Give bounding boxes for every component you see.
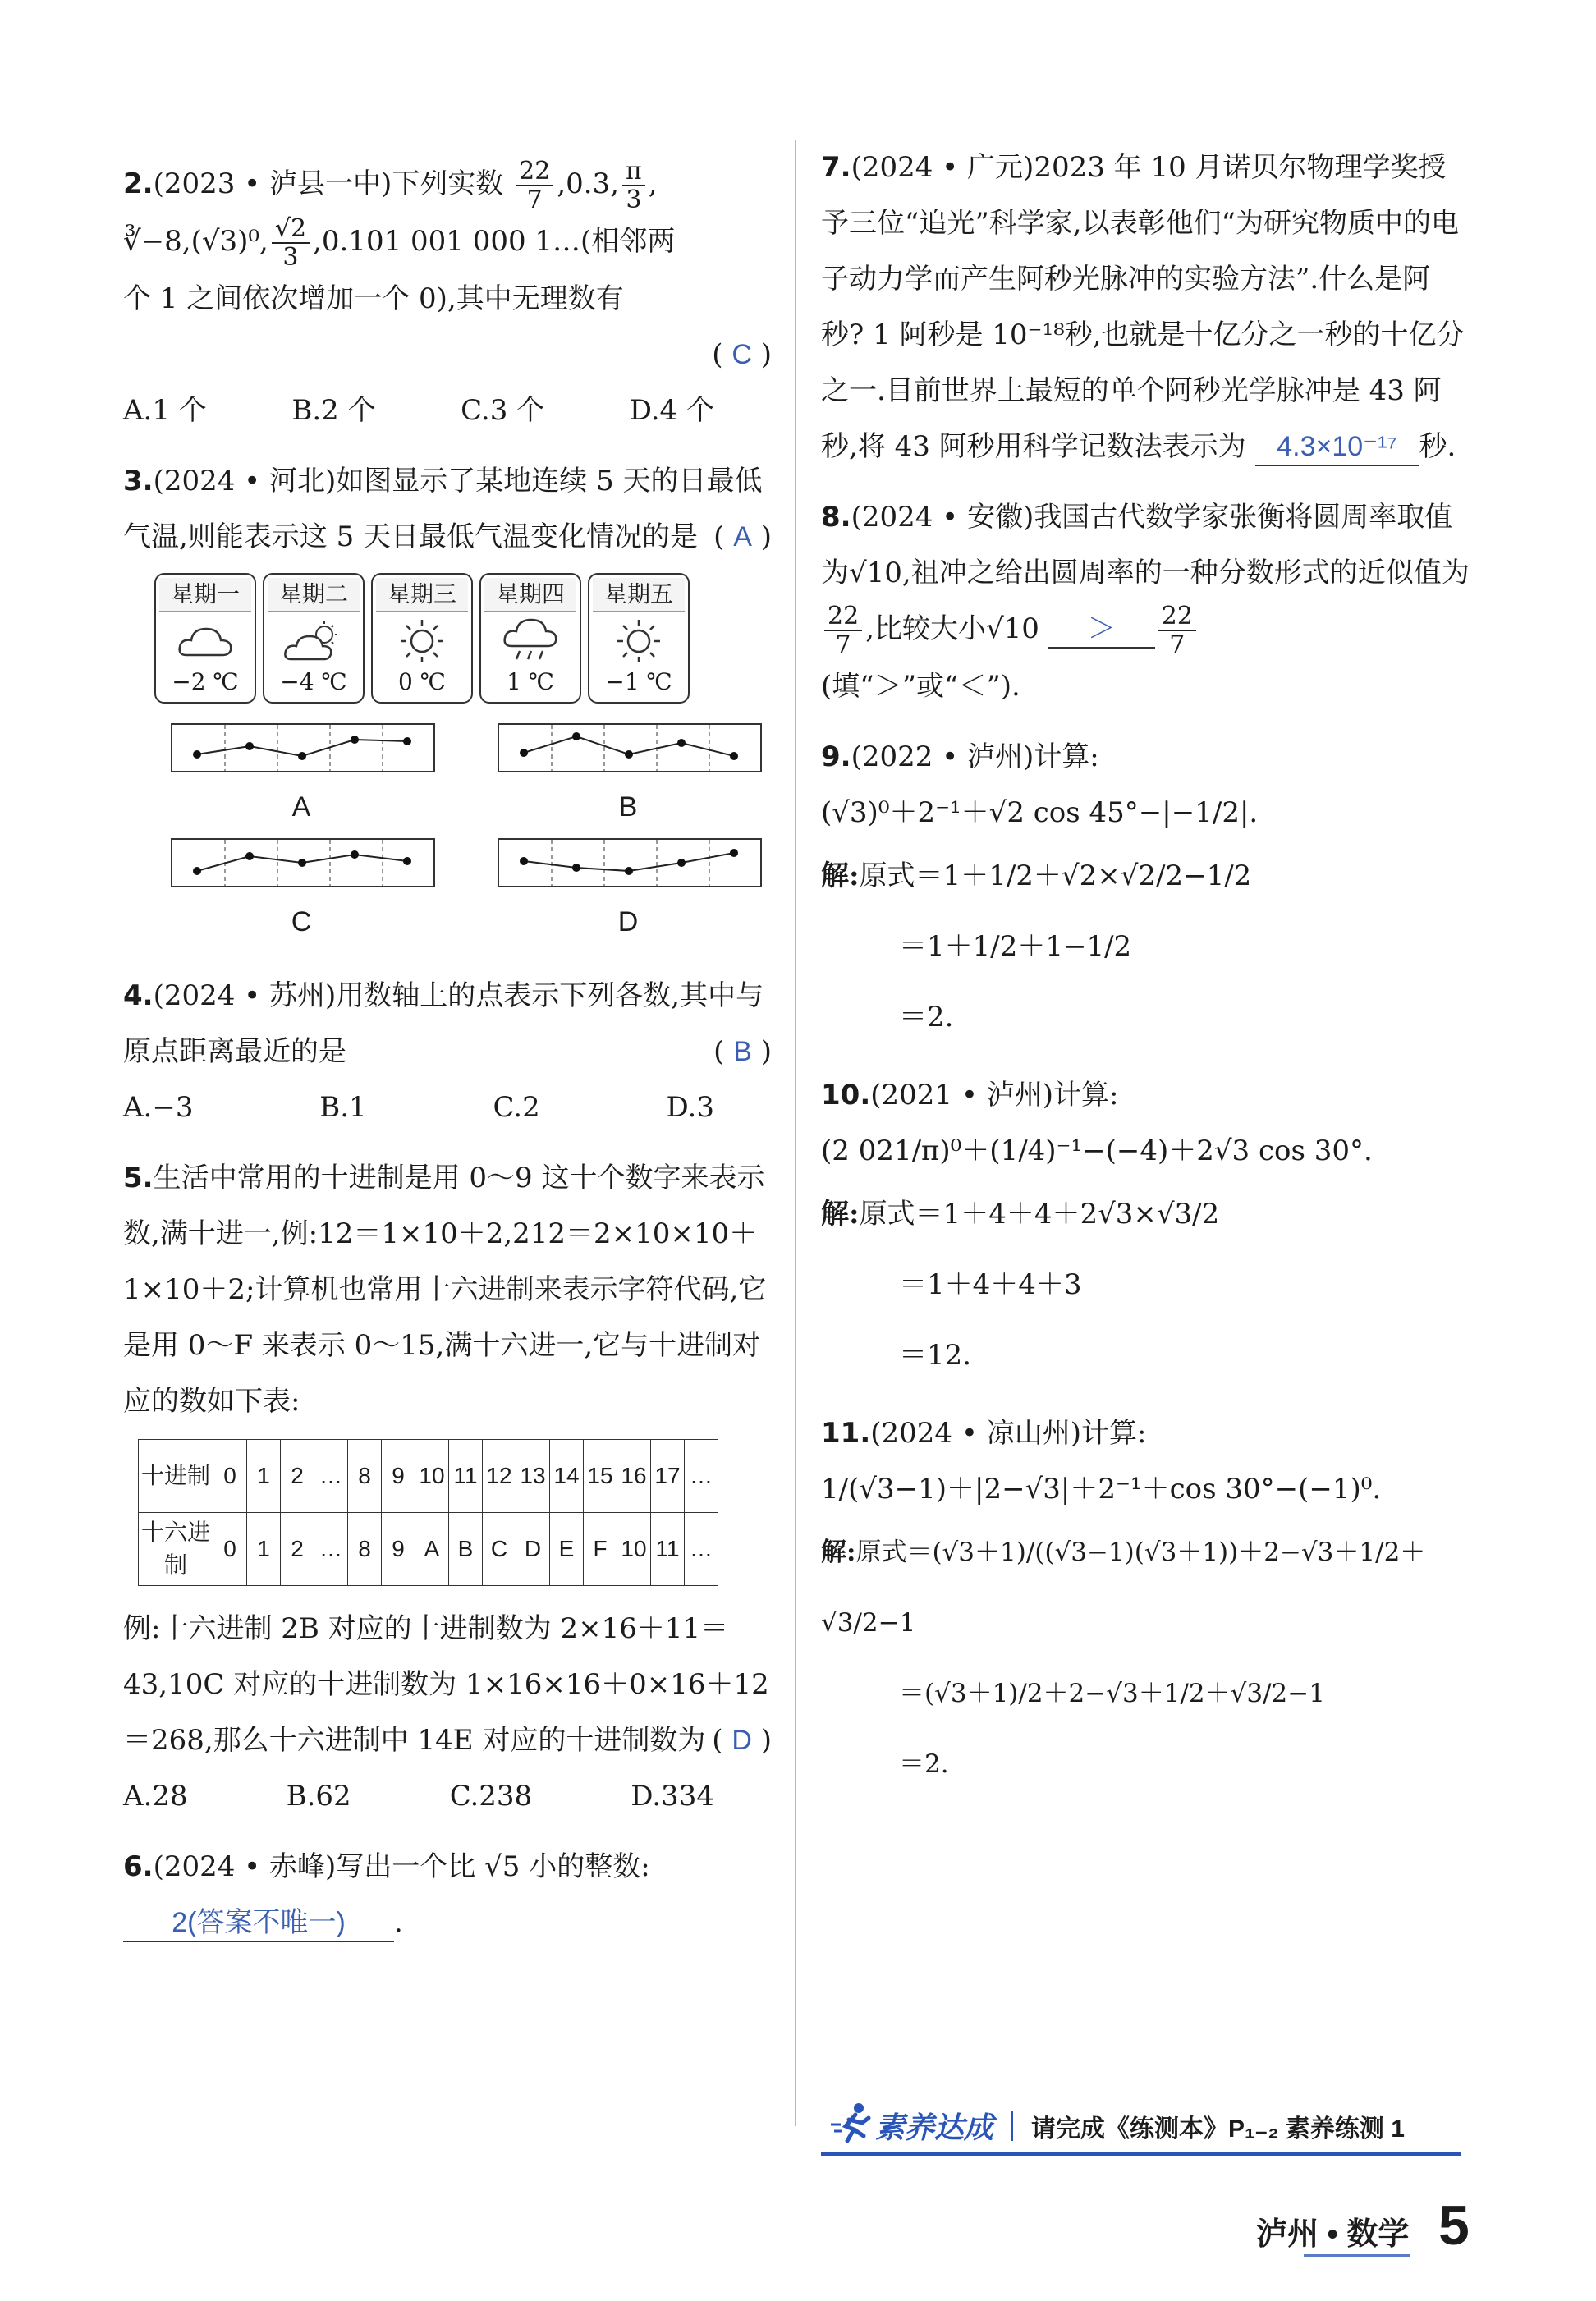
graph-label: A xyxy=(291,791,311,823)
cell: 8 xyxy=(348,1513,382,1586)
right-column xyxy=(821,140,1470,1814)
answer-text: D xyxy=(732,1725,752,1756)
option-c: C.3 个 xyxy=(461,394,545,427)
solution-step: ＝1＋1/2＋1−1/2 xyxy=(899,930,1132,963)
graph-b xyxy=(498,723,762,772)
option-d: D.4 个 xyxy=(629,394,714,427)
q-number: 4. xyxy=(123,979,154,1012)
graph-label: C xyxy=(291,906,312,937)
solution-step: ＝(√3＋1)/2＋2−√3＋1/2＋√3/2−1 xyxy=(899,1679,1325,1708)
graph-d xyxy=(498,838,762,887)
q-number: 8. xyxy=(821,501,851,534)
left-column xyxy=(123,156,772,1965)
answer-paren: ( A ) xyxy=(713,520,772,553)
answer-paren: ( C ) xyxy=(712,338,772,371)
cell: 9 xyxy=(382,1513,415,1586)
footer-rule xyxy=(821,2152,1461,2156)
fraction xyxy=(272,215,310,271)
weather-row xyxy=(154,573,772,704)
day-temp: 1 ℃ xyxy=(506,668,555,695)
question-9 xyxy=(821,729,1470,1052)
cell: 9 xyxy=(382,1440,415,1513)
cell: 15 xyxy=(584,1440,617,1513)
cell: C xyxy=(483,1513,516,1586)
answer-blank: ＞ xyxy=(1048,611,1155,649)
answer-paren: ( B ) xyxy=(713,1035,772,1068)
question-11 xyxy=(821,1405,1470,1799)
day-temp: 0 ℃ xyxy=(397,668,447,695)
cell: 8 xyxy=(348,1440,382,1513)
numerator: π xyxy=(622,158,645,186)
option-b: B.62 xyxy=(286,1780,351,1813)
fraction xyxy=(824,603,862,658)
q-text: 下列实数 xyxy=(392,167,504,200)
answer-text: A xyxy=(733,521,752,552)
q-number: 10. xyxy=(821,1079,871,1112)
cell: 10 xyxy=(415,1440,449,1513)
weather-card xyxy=(154,573,256,704)
answer-text: C xyxy=(732,339,752,370)
cell: 11 xyxy=(449,1440,483,1513)
denominator: 3 xyxy=(282,243,299,272)
cell: 1 xyxy=(247,1513,281,1586)
graph-c xyxy=(171,838,435,887)
fraction xyxy=(1158,603,1196,658)
numerator: 22 xyxy=(1158,603,1196,631)
math-expression: (√3)⁰＋2⁻¹＋√2 cos 45°−|−1/2|. xyxy=(821,796,1259,829)
question-3 xyxy=(123,453,772,1002)
footer-banner xyxy=(829,2102,1405,2150)
solution-step: 原式＝(√3＋1)/((√3−1)(√3＋1))＋2−√3＋1/2＋√3/2−1 xyxy=(821,1538,1426,1638)
day-temp: −2 ℃ xyxy=(172,668,239,695)
q-number: 3. xyxy=(123,465,154,497)
options xyxy=(123,1768,714,1824)
day-name: 星期四 xyxy=(484,578,576,612)
q-source: (2023 • 泸县一中) xyxy=(153,167,392,200)
q-source: (2024 • 河北) xyxy=(153,465,337,497)
solution-step: 原式＝1＋1/2＋√2×√2/2−1/2 xyxy=(859,859,1252,892)
q-number: 5. xyxy=(123,1162,154,1194)
solution-step: ＝1＋4＋4＋3 xyxy=(899,1268,1082,1301)
option-d: D.334 xyxy=(631,1780,714,1813)
sun-icon xyxy=(373,615,471,667)
fraction xyxy=(516,158,553,213)
cell: 11 xyxy=(651,1513,685,1586)
q-number: 11. xyxy=(821,1417,871,1450)
question-10 xyxy=(821,1067,1470,1391)
option-c: C.238 xyxy=(449,1780,533,1813)
q-source: (2024 • 苏州) xyxy=(153,979,337,1012)
q-text: 计算: xyxy=(1034,740,1099,773)
option-d: D.3 xyxy=(666,1091,714,1124)
day-name: 星期一 xyxy=(159,578,251,612)
cell: A xyxy=(415,1513,449,1586)
cell: 17 xyxy=(651,1440,685,1513)
question-2 xyxy=(123,156,772,438)
q-source: (2021 • 泸州) xyxy=(870,1079,1053,1112)
cell: 2 xyxy=(281,1440,314,1513)
q-text: ,0.3, xyxy=(557,167,619,200)
option-c: C.2 xyxy=(493,1091,540,1124)
q-source: (2022 • 泸州) xyxy=(851,740,1034,773)
rain-icon xyxy=(481,615,580,667)
base-conversion-table xyxy=(138,1439,718,1586)
runner-icon xyxy=(829,2102,875,2150)
solution-step: 原式＝1＋4＋4＋2√3×√3/2 xyxy=(859,1198,1220,1231)
option-a: A.28 xyxy=(123,1780,188,1813)
solution-label: 解: xyxy=(821,1538,856,1567)
cell: … xyxy=(685,1513,718,1586)
q-text: 计算: xyxy=(1053,1079,1119,1112)
denominator: 7 xyxy=(1169,630,1186,659)
cell: 0 xyxy=(213,1440,247,1513)
solution-step: ＝12. xyxy=(899,1339,972,1372)
q-text: 写出一个比 √5 小的整数: xyxy=(336,1850,650,1883)
question-8 xyxy=(821,489,1470,714)
table-row xyxy=(139,1440,718,1513)
day-temp: −4 ℃ xyxy=(280,668,347,695)
cell: … xyxy=(314,1440,348,1513)
day-name: 星期三 xyxy=(376,578,468,612)
math-expression: 1/(√3−1)＋|2−√3|＋2⁻¹＋cos 30°−(−1)⁰. xyxy=(821,1473,1382,1506)
options xyxy=(123,383,714,438)
q-text: ∛−8,(√3)⁰, xyxy=(123,225,268,258)
footer-note: 请完成《练测本》P₁₋₂ 素养练测 1 xyxy=(1031,2115,1405,2143)
footer-underline xyxy=(1304,2254,1410,2257)
q-source: (2024 • 安徽) xyxy=(851,501,1034,534)
row-header: 十六进制 xyxy=(139,1513,213,1586)
cell: 13 xyxy=(516,1440,550,1513)
q-text: 我国古代数学家张衡将圆周率取值为√10,祖冲之给出圆周率的一种分数形式的近似值为 xyxy=(821,501,1470,589)
cell: D xyxy=(516,1513,550,1586)
cell: … xyxy=(314,1513,348,1586)
cell: 0 xyxy=(213,1513,247,1586)
day-name: 星期二 xyxy=(268,578,360,612)
options xyxy=(123,1079,714,1135)
cell: F xyxy=(584,1513,617,1586)
weather-card xyxy=(371,573,473,704)
q-text: 例:十六进制 2B 对应的十进制数为 2×16＋11＝43,10C 对应的十进制数为 1×16×16＋0×16＋12＝268,那么十六进制中 14E 对应的十进制数为 xyxy=(123,1612,769,1757)
solution xyxy=(821,1179,1470,1391)
q-text: ,0.101 001 000 1…(相邻两 xyxy=(313,225,676,258)
cell: 14 xyxy=(550,1440,584,1513)
graph-options xyxy=(123,723,772,1002)
numerator: √2 xyxy=(272,215,310,244)
solution xyxy=(821,1517,1470,1799)
table-row xyxy=(139,1513,718,1586)
option-b: B.1 xyxy=(319,1091,367,1124)
question-7 xyxy=(821,140,1470,474)
fraction xyxy=(622,158,645,213)
graph-a xyxy=(171,723,435,772)
answer-blank: 4.3×10⁻¹⁷ xyxy=(1255,429,1419,466)
q-text: 用数轴上的点表示下列各数,其中与原点距离最近的是 xyxy=(123,979,764,1068)
cell: 16 xyxy=(617,1440,651,1513)
q-text: 计算: xyxy=(1080,1417,1147,1450)
denominator: 7 xyxy=(526,186,543,214)
answer-blank: 2(答案不唯一) xyxy=(123,1905,394,1942)
divider xyxy=(1011,2111,1013,2141)
row-header: 十进制 xyxy=(139,1440,213,1513)
cell: … xyxy=(685,1440,718,1513)
q-text: . xyxy=(394,1906,403,1939)
cell: B xyxy=(449,1513,483,1586)
q-text: 个 1 之间依次增加一个 0),其中无理数有 xyxy=(123,282,624,315)
option-b: B.2 个 xyxy=(291,394,376,427)
question-5 xyxy=(123,1150,772,1824)
q-text: 如图显示了某地连续 5 天的日最低气温,则能表示这 5 天日最低气温变化情况的是 xyxy=(123,465,763,553)
q-number: 6. xyxy=(123,1850,154,1883)
q-text: 生活中常用的十进制是用 0～9 这十个数字来表示数,满十进一,例:12＝1×10＋2,212＝2×10×10＋1×10＋2;计算机也常用十六进制来表示字符代码,它是用 0～F 来表示 0～15,满十六进一,它与十进制对应的数如下表: xyxy=(123,1162,767,1418)
answer-paren: ( D ) xyxy=(712,1724,772,1757)
q-text: 2023 年 10 月诺贝尔物理学奖授予三位“追光”科学家,以表彰他们“为研究物质中的电子动力学而产生阿秒光脉冲的实验方法”.什么是阿秒? 1 阿秒是 10⁻¹⁸秒,也就是十亿分之一秒的十亿分之一.目前世界上最短的单个阿秒光学脉冲是 43 阿秒,将 43 阿秒用科学记数法表示为 xyxy=(821,151,1465,463)
cell: 12 xyxy=(483,1440,516,1513)
day-name: 星期五 xyxy=(593,578,685,612)
q-text: (填“＞”或“＜”). xyxy=(821,670,1020,703)
q-number: 2. xyxy=(123,167,154,200)
running-footer: 泸州 • 数学 xyxy=(1256,2217,1410,2252)
partly-cloudy-icon xyxy=(264,615,363,667)
sun-icon xyxy=(589,615,688,667)
day-temp: −1 ℃ xyxy=(605,668,672,695)
cell: 10 xyxy=(617,1513,651,1586)
q-source: (2024 • 赤峰) xyxy=(153,1850,337,1883)
question-6 xyxy=(123,1839,772,1950)
solution xyxy=(821,841,1470,1052)
solution-step: ＝2. xyxy=(899,1001,954,1034)
weather-card xyxy=(588,573,690,704)
q-number: 7. xyxy=(821,151,851,184)
numerator: 22 xyxy=(824,603,862,631)
numerator: 22 xyxy=(516,158,553,186)
cell: 2 xyxy=(281,1513,314,1586)
solution-step: ＝2. xyxy=(899,1749,949,1779)
graph-label: B xyxy=(618,791,638,823)
brand-label: 素养达成 xyxy=(875,2111,994,2144)
q-text: ,比较大小√10 xyxy=(865,612,1039,645)
cell: E xyxy=(550,1513,584,1586)
cell: 1 xyxy=(247,1440,281,1513)
option-a: A.−3 xyxy=(123,1091,194,1124)
page-number: 5 xyxy=(1438,2194,1470,2257)
q-number: 9. xyxy=(821,740,851,773)
q-source: (2024 • 广元) xyxy=(851,151,1034,184)
cloud-icon xyxy=(156,615,255,667)
answer-text: B xyxy=(733,1036,752,1067)
denominator: 7 xyxy=(835,630,851,659)
q-text: 秒. xyxy=(1419,430,1456,463)
q-text: , xyxy=(648,167,658,200)
math-expression: (2 021/π)⁰＋(1/4)⁻¹−(−4)＋2√3 cos 30°. xyxy=(821,1134,1373,1167)
q-source: (2024 • 凉山州) xyxy=(870,1417,1081,1450)
weather-card xyxy=(263,573,365,704)
graph-label: D xyxy=(617,906,639,937)
denominator: 3 xyxy=(626,186,642,214)
option-a: A.1 个 xyxy=(123,394,207,427)
solution-label: 解: xyxy=(821,1198,860,1231)
column-divider xyxy=(795,140,796,2126)
weather-card xyxy=(479,573,581,704)
solution-label: 解: xyxy=(821,859,860,892)
